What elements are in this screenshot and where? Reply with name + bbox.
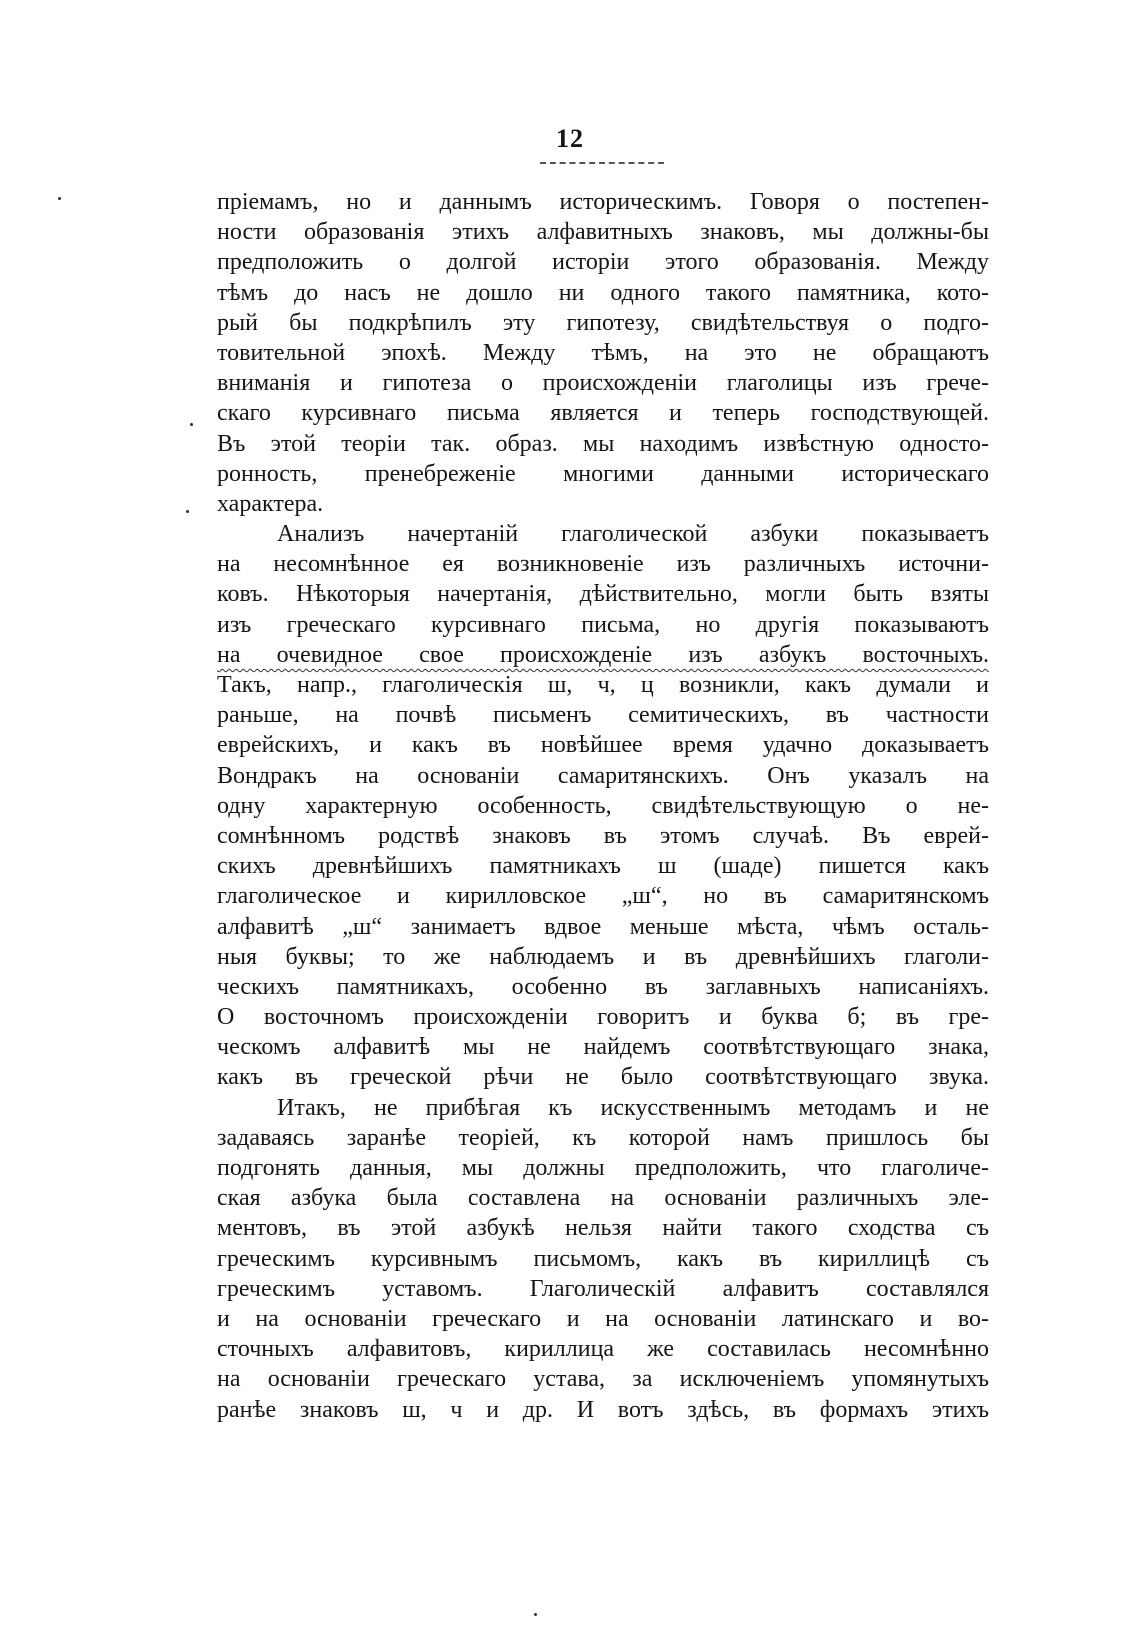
text-line: тѣмъ до насъ не дошло ни одного такого памятника, кото- [217,279,989,306]
text-line: ческихъ памятникахъ, особенно въ заглавныхъ написаніяхъ. [217,973,989,1000]
text-line: ронность, пренебреженіе многими данными историческаго [217,460,989,487]
text-line: Итакъ, не прибѣгая къ искусственнымъ методамъ и не [277,1094,989,1121]
paragraph-3 [217,1093,989,1425]
text-line: на основаніи греческаго устава, за исключеніемъ упомянутыхъ [217,1366,989,1393]
text-line: ности образованія этихъ алфавитныхъ знаковъ, мы должны-бы [217,219,989,246]
text-line: греческимъ уставомъ. Глаголическій алфавитъ составлялся [217,1275,989,1302]
scan-speck [190,423,193,426]
page-number-rule [540,162,664,164]
text-line: пріемамъ, но и даннымъ историческимъ. Говоря о постепен- [217,189,989,215]
text-line: сомнѣнномъ родствѣ знаковъ въ этомъ случаѣ. Въ еврей- [217,822,989,849]
scan-speck [534,1613,537,1616]
text-line: глаголическое и кирилловское „ш“, но въ самаритянскомъ [217,883,989,910]
text-line: ранѣе знаковъ ш, ч и др. И вотъ здѣсь, въ формахъ этихъ [217,1396,989,1423]
text-line: на несомнѣнное ея возникновеніе изъ различныхъ источни- [217,551,989,578]
text-line: Анализъ начертаній глаголической азбуки показываетъ [277,521,989,548]
text-line: вниманія и гипотеза о происхожденіи глаголицы изъ грече- [217,370,989,397]
text-line: скихъ древнѣйшихъ памятникахъ ш (шаде) пишется какъ [217,853,989,880]
text-line: рый бы подкрѣпилъ эту гипотезу, свидѣтельствуя о подго- [217,309,989,336]
text-line: какъ въ греческой рѣчи не было соотвѣтствующаго звука. [217,1064,989,1091]
text-line: греческимъ курсивнымъ письмомъ, какъ въ кириллицѣ съ [217,1245,989,1272]
text-line: ныя буквы; то же наблюдаемъ и въ древнѣйшихъ глаголи- [217,943,989,970]
paragraph-2 [217,519,989,1093]
text-line: скаго курсивнаго письма является и теперь господствующей. [217,400,989,427]
scan-speck [58,197,61,200]
text-line: предположить о долгой исторіи этого образованія. Между [217,249,989,276]
text-line: товительной эпохѣ. Между тѣмъ, на это не обращаютъ [217,339,989,366]
text-line: еврейскихъ, и какъ въ новѣйшее время удачно доказываетъ [217,732,989,759]
text-body [217,187,989,1425]
text-line: Въ этой теоріи так. образ. мы находимъ извѣстную односто- [217,430,989,457]
text-line: изъ греческаго курсивнаго письма, но другія показываютъ [217,611,989,638]
text-line: раньше, на почвѣ письменъ семитическихъ, въ частности [217,702,989,729]
text-line: ческомъ алфавитѣ мы не найдемъ соотвѣтствующаго знака, [217,1034,989,1061]
text-line: характера. [217,490,324,517]
paragraph-1 [217,187,989,519]
text-line: сточныхъ алфавитовъ, кириллица же составилась несомнѣнно [217,1336,989,1363]
text-line: подгонять данныя, мы должны предположить, что глаголиче- [217,1155,989,1181]
text-line: на очевидное свое происхожденіе изъ азбукъ восточныхъ. [217,641,989,668]
text-line: одну характерную особенность, свидѣтельствующую о не- [217,792,989,819]
page-number: 12 [556,124,584,153]
text-line: О восточномъ происхожденіи говоритъ и буква б; въ гре- [217,1004,989,1031]
text-line: ментовъ, въ этой азбукѣ нельзя найти такого сходства съ [217,1215,989,1242]
text-line: Такъ, напр., глаголическія ш, ч, ц возникли, какъ думали и [217,672,989,698]
text-line: ковъ. Нѣкоторыя начертанія, дѣйствительно, могли быть взяты [217,581,989,608]
text-line: задаваясь заранѣе теоріей, къ которой намъ пришлось бы [217,1124,989,1151]
text-line: и на основаніи греческаго и на основаніи латинскаго и во- [217,1305,989,1332]
text-line: Вондракъ на основаніи самаритянскихъ. Онъ указалъ на [217,762,989,789]
text-line: ская азбука была составлена на основаніи различныхъ эле- [217,1185,989,1212]
scan-speck [186,510,189,513]
text-line: алфавитѣ „ш“ занимаетъ вдвое меньше мѣста, чѣмъ осталь- [217,913,989,940]
